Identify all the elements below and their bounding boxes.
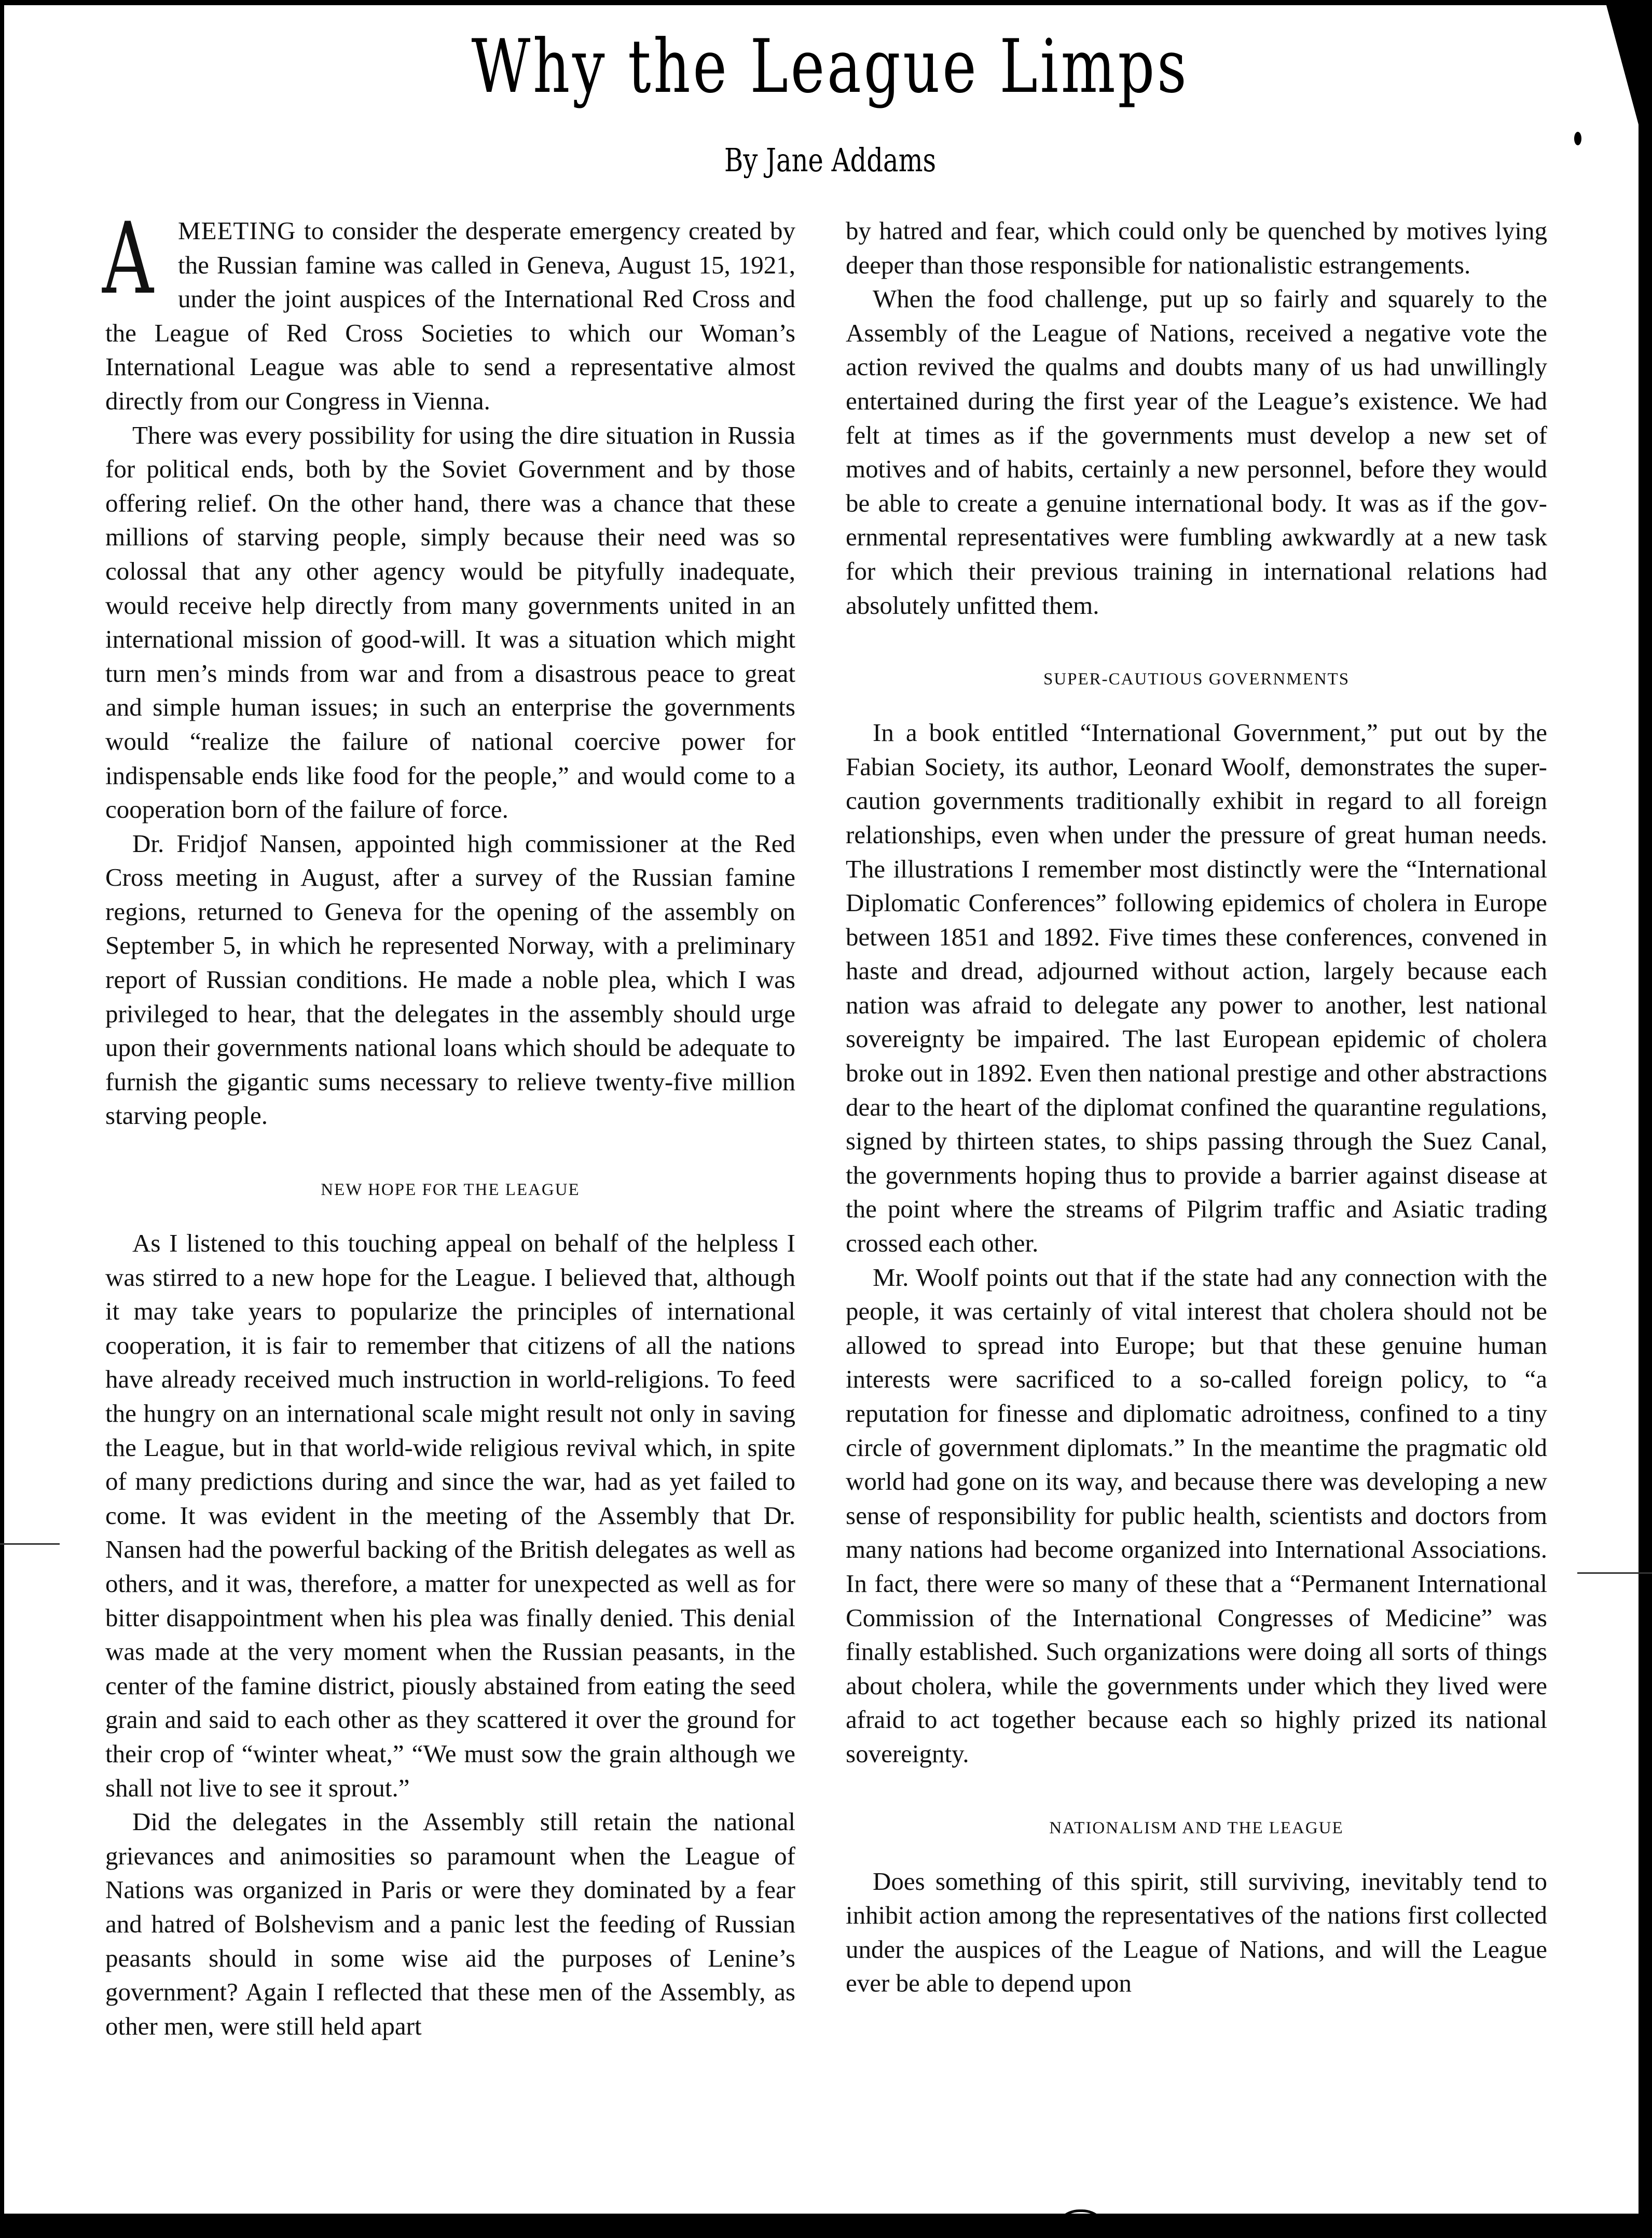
scan-artifact-line [0,1543,60,1545]
scan-bottom-border [0,2214,1652,2233]
paragraph: In a book entitled “International Government,” put out by the Fabian Society, its author, Leonard Woolf, demonstrates the super-caution governments traditionally exhibit in regard to all foreign relationships, even when under the pressure of great human needs. The illustrations I remember most distinctly were the “International Diplomatic Conferences” following epidemics of cholera in Europe between 1851 and 1892. Five times these conferences, convened in haste and dread, adjourned without action, largely because each nation was afraid to delegate any power to another, lest national sovereignty be impaired. The last European epidemic of cholera broke out in 1892. Even then national prestige and other abstractions dear to the heart of the diplomat confined the quarantine regulations, signed by thirteen states, to ships passing through the Suez Canal, the governments hoping thus to provide a barrier against disease at the point where the streams of Pilgrim traffic and Asiatic trading crossed each other. [846,718,1547,1258]
ink-blot-mark [1574,132,1581,145]
paragraph: Does something of this spirit, still surviving, inevitably tend to inhibit action among the representatives of the nations first collected under the auspices of the League of Nations, and will the League ever be able to depend upon [846,1866,1547,1998]
drop-cap: A [102,201,154,316]
section-heading: NATIONALISM AND THE LEAGUE [1049,1818,1344,1837]
scanned-page [4,5,1639,2220]
paragraph-continued: by hatred and fear, which could only be quenched by motives lying deeper than those responsible for nationalistic estrangements. [846,216,1547,279]
paragraph: As I listened to this touching appeal on behalf of the helpless I was stirred to a new hope for the League. I believed that, although it may take years to popularize the principles of international cooperation, it is fair to remember that citizens of all the nations have already received much instruction in world-religions. To feed the hungry on an international scale might result not only in saving the League, but in that world-wide religious revival which, in spite of many predictions during and since the war, had as yet failed to come. It was evident in the meeting of the Assembly that Dr. Nansen had the powerful backing of the British delegates as well as others, and it was, therefore, a matter for unexpected as well as for bitter disappointment when his plea was finally denied. This denial was made at the very moment when the Russian peasants, in the center of the famine district, piously abstained from eating the seed grain and said to each other as they scattered it over the ground for their crop of “winter wheat,” “We must sow the grain although we shall not live to see it sprout.” [105,1229,795,1802]
paragraph: Mr. Woolf points out that if the state had any connection with the people, it was certainly of vital interest that cholera should not be allowed to spread into Europe; but that these genuine human interests were sacrificed to a so-called foreign policy, to “a reputation for finesse and diplomatic adroitness, confined to a tiny circle of government diplomats.” In the meantime the pragmatic old world had gone on its way, and because there was developing a new sense of responsibility for public health, scientists and doctors from many nations had become organized into International Associations. In fact, there were so many of these that a “Permanent International Commission of the International Congresses of Medicine” was finally established. Such organizations were doing all sorts of things about cholera, while the governments under which they lived were afraid to act together because each so highly prized its national sovereignty. [846,1262,1547,1768]
article-byline: By Jane Addams [724,141,937,179]
section-heading: NEW HOPE FOR THE LEAGUE [321,1180,580,1200]
paragraph: Dr. Fridjof Nansen, appointed high commissioner at the Red Cross meeting in August, after a survey of the Russian famine regions, returned to Geneva for the opening of the assembly on September 5, in which he represented Norway, with a preliminary report of Russian conditions. He made a noble plea, which I was privileged to hear, that the delegates in the assembly should urge upon their governments national loans which should be adequate to furnish the gigantic sums necessary to relieve twenty-five million starving people. [105,829,795,1130]
lead-caps: MEETING [178,216,296,245]
paragraph: When the food challenge, put up so fairly and squarely to the Assembly of the League of Nations, received a negative vote the action revived the qualms and doubts many of us had unwillingly entertained during the first year of the League’s existence. We had felt at times as if the governments must develop a new set of motives and of habits, certainly a new personnel, before they would be able to create a genuine international body. It was as if the governmental representatives were fumbling awkwardly at a new task for which their previous training in international relations had absolutely unfitted them. [846,284,1547,620]
left-column [102,201,795,2043]
section-heading: SUPER-CAUTIOUS GOVERNMENTS [1043,670,1350,689]
paragraph-text: to consider the desperate emergency created by the Russian famine was called in Geneva, August 15, 1921, under the joint auspices of the International Red Cross and the League of Red Cross Societies to which our Woman’s International League was able to send a representative almost directly from our Congress in Vienna. [105,216,795,415]
right-column [846,214,1547,2000]
scan-corner-shadow [1606,5,1639,125]
article-title: Why the League Limps [471,24,1189,109]
paragraph: Did the delegates in the Assembly still retain the national grievances and animosities so paramount when the League of Nations was organized in Paris or were they dominated by a fear and hatred of Bolshevism and a panic lest the feeding of Russian peasants should in some wise aid the purposes of Lenine’s government? Again I reflected that these men of the Assembly, as other men, were still held apart [105,1807,795,2040]
paragraph-opening [102,201,795,418]
paragraph: There was every possibility for using the dire situation in Russia for political ends, both by the Soviet Government and by those offering relief. On the other hand, there was a chance that these millions of starving people, simply because their need was so colossal that any other agency would be pityfully inadequate, would receive help directly from many governments united in an international mission of good-will. It was a situation which might turn men’s minds from war and from a disastrous peace to great and simple human issues; in such an enterprise the governments would “realize the failure of national coercive power for indispensable ends like food for the people,” and would come to a cooperation born of the failure of force. [105,420,795,824]
scan-artifact-line [1577,1572,1652,1574]
